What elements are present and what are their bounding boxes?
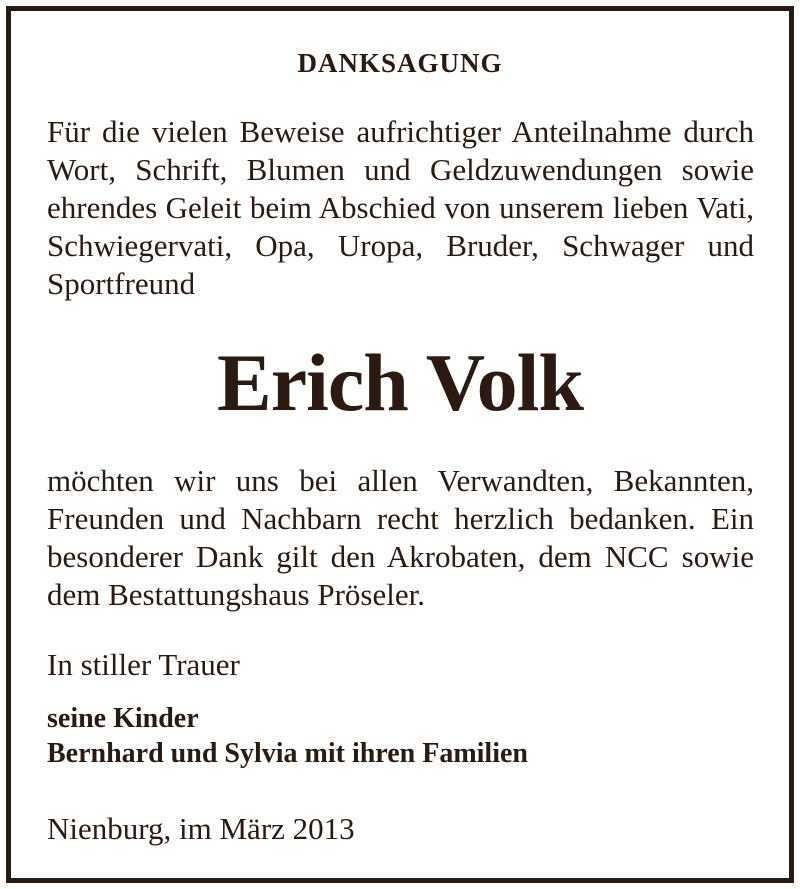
deceased-name: Erich Volk	[217, 337, 583, 428]
intro-paragraph: Für die vielen Beweise aufrichtiger Anteilnahme durch Wort, Schrift, Blumen und Geldzuwendungen sowie ehrendes Geleit beim Abschied von unserem lieben Vati, Schwiegervati, Opa, Uropa, Bruder, Schwager und Sportfreund	[47, 114, 754, 301]
signatory-families: Bernhard und Sylvia mit ihren Familien	[47, 738, 528, 769]
notice-heading: DANKSAGUNG	[297, 48, 503, 78]
thanks-paragraph: möchten wir uns bei allen Verwandten, Bekannten, Freunden und Nachbarn recht herzlich bedanken. Ein besonderer Dank gilt den Akrobaten, dem NCC sowie dem Bestattungshaus Pröseler.	[47, 463, 754, 612]
signatory-children: seine Kinder	[47, 703, 199, 734]
place-date: Nienburg, im März 2013	[47, 811, 355, 846]
mourning-line: In stiller Trauer	[47, 647, 240, 682]
